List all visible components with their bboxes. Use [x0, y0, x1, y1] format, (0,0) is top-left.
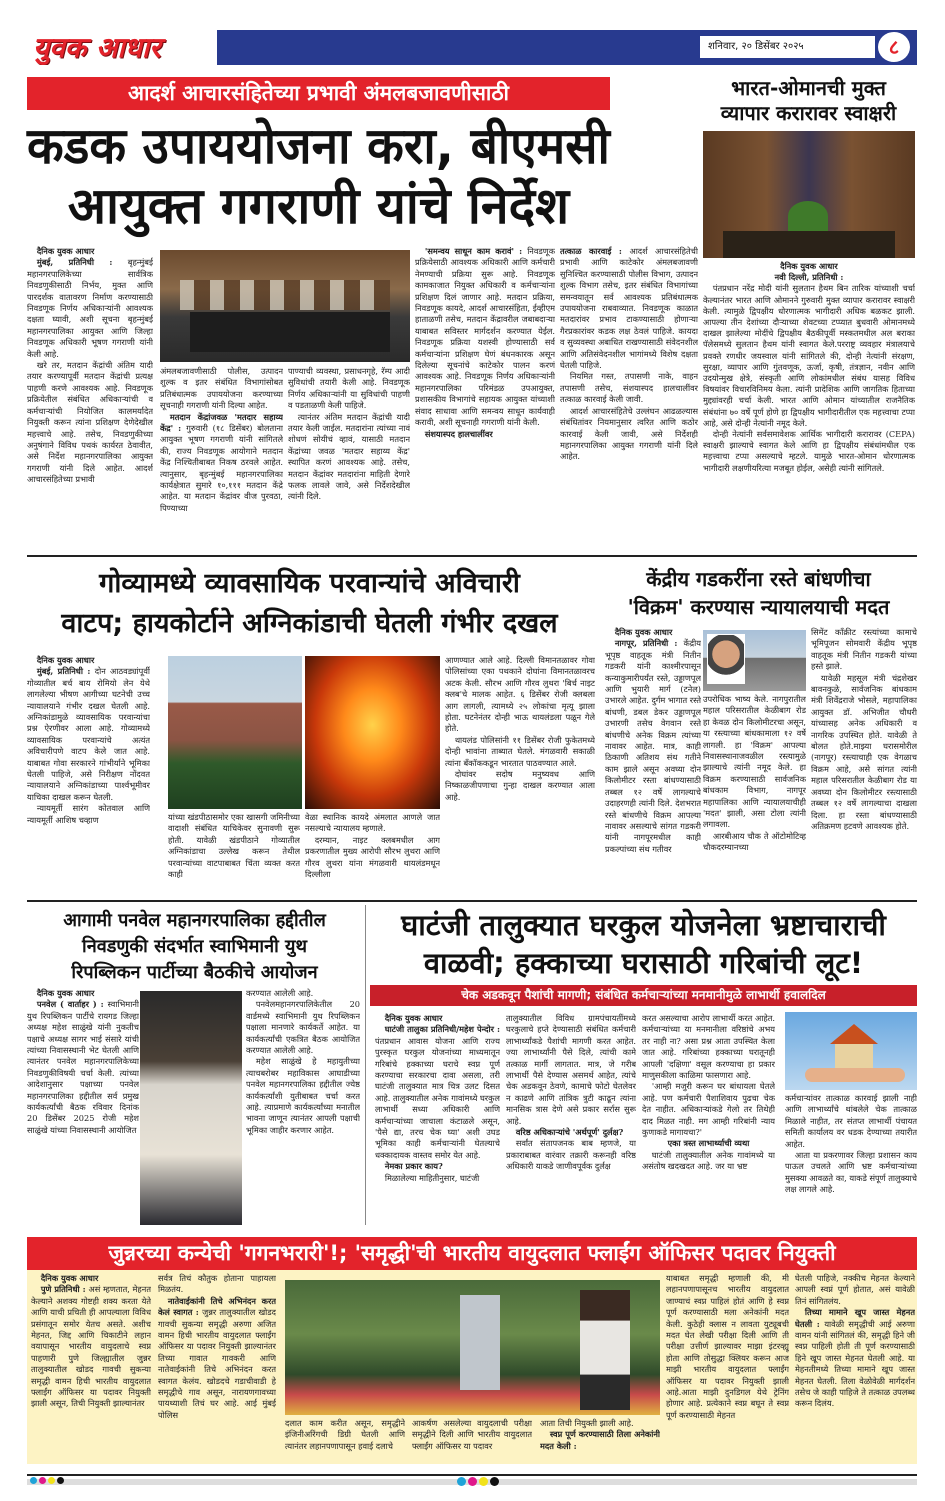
paragraph-lead: नागपूर, प्रतिनिधी : — [614, 638, 684, 649]
paragraph-text: आदर्श आचारसंहितेची प्रभावी आणि काटेकोर अंमलबजावणी सुनिश्चित करण्यासाठी पोलीस विभाग, उत्पादन शुल्क विभाग तसेच, इतर संबंधित विभागांच्या समन्वयातून सर्व आवश्यक प्रतिबंधात्मक उपाययोजना राबवाव्यात. निवडणूक काळात मतदारांवर प्रभाव टाकण्यासाठी होणाऱ्या गैरप्रकारांवर कडक लक्ष ठेवलं पाहिजे. कायदा व सुव्यवस्था अबाधित राखण्यासाठी संवेदनशील आणि अतिसंवेदनशील भागांमध्ये विशेष दक्षता घेतली पाहिजे. — [560, 246, 698, 371]
article-paragraph — [795, 1273, 915, 1307]
goa-headline-line-1: गोव्यामध्ये व्यावसायिक परवान्यांचे अविचारी — [99, 568, 520, 599]
paragraph-lead: घाटंजी तालुका प्रतिनिधी/महेश पेन्दोर : — [384, 1024, 500, 1035]
ghatanji-column — [642, 1013, 775, 1225]
paragraph-text: असं म्हणतात, मेहनत केल्याने अशक्य गोष्टही शक्य करता येते आणि याची प्रचिती ही आपल्याला विविध प्रसंगातून समोर येतच असते. अशीच मेहनत, जिद्द आणि चिकाटीने लहान वयापासून भारतीय वायुदलाचे स्वप्न पाहणारी पुणे जिल्ह्यातील जुन्नर तालुक्यातील खोडद गावची सुकन्या समृद्धी वामन हिची भारतीय वायुदलात फ्लाईंग ऑफिसर या पदावर नियुक्ती झाली असून, तिची नियुक्ती झाल्यानंतर — [31, 1284, 151, 1409]
paragraph-text: पनवेलमहानगरपालिकेतील 20 वार्डमध्ये स्वाभिमानी युथ रिपब्लिकन पक्षाला मानणारे कार्यकर्ते आहेत. या कार्यकर्त्यांची एकत्रित बैठक आयोजित करण्यात आलेली आहे. — [246, 999, 360, 1056]
black-dot-icon — [57, 1477, 64, 1484]
article-paragraph — [560, 406, 698, 463]
paragraph-lead: मुंबई, प्रतिनिधी : — [36, 666, 95, 677]
ghatanji-headline-line-2: वाळवी; हक्काच्या घरासाठी गरिबांची लूट! — [423, 946, 864, 980]
top-story-column — [160, 366, 283, 546]
cyan-dot-icon — [457, 1477, 466, 1486]
goa-column — [27, 655, 150, 891]
cyan-dot-icon — [30, 1477, 37, 1484]
black-dot-icon — [490, 1477, 499, 1486]
paragraph-text: करण्यात आलेली आहे. — [246, 988, 314, 998]
article-paragraph — [540, 1429, 660, 1452]
house-in-hand-photo — [785, 1012, 917, 1090]
paragraph-text: आकर्षण असलेल्या वायुदलाची परीक्षा समृद्धीने दिली आणि भारतीय वायुदलात फ्लाईंग ऑफिसर या पदावर — [412, 1418, 532, 1451]
paragraph-lead: स्वप्न पूर्ण करण्यासाठी तिला अनेकांनी मदत केली : — [540, 1429, 660, 1451]
article-paragraph — [811, 673, 917, 833]
paragraph-text: पंतप्रधान आवास योजना आणि राज्य पुरस्कृत घरकुल योजनांच्या माध्यमातून गरिबांचे हक्काच्या घराचे स्वप्न पूर्ण करण्याचा सरकारचा दावा असला, तरी घाटंजी तालुक्यात मात्र चित्र उलट दिसत आहे. तालुक्यातील अनेक गावांमध्ये घरकुल लाभार्थी सध्या अधिकारी आणि कर्मचाऱ्यांच्या जाचाला कंटाळले असून, 'पैसे द्या, तरच चेक घ्या' अशी उघड भूमिका काही कर्मचाऱ्यांनी घेतल्याचे धक्कादायक वास्तव समोर येत आहे. — [375, 1035, 500, 1160]
section-divider — [27, 555, 917, 557]
top-story-column — [415, 246, 555, 546]
junnar-column — [412, 1418, 532, 1464]
samruddhi-airforce-photo — [285, 1280, 660, 1415]
paragraph-lead: तिच्या मामाने खूप जास्त मेहनत घेतली : — [795, 1307, 915, 1329]
paragraph-text: दोन्ही नेत्यांनी सर्वसमावेशक आर्थिक भागीदारी करारावर (CEPA) स्वाक्षरी झाल्याचे स्वागत केले आणि हा द्विपक्षीय संबंधांमधील एक महत्त्वाचा टप्पा असल्याचे म्हटले. यामुळे भारत-ओमान धोरणात्मक भागीदारी लक्षणीयरित्या मजबूत होईल, असेही त्यांनी सांगितले. — [703, 429, 915, 473]
article-paragraph — [666, 1273, 789, 1421]
gadkari-column — [703, 694, 806, 891]
section-divider — [27, 900, 917, 902]
paragraph-text: दोघांवर सदोष मनुष्यवध आणि निष्काळजीपणाचा गुन्हा दाखल करण्यात आला आहे. — [445, 769, 595, 802]
article-paragraph — [642, 1138, 775, 1149]
paragraph-text: आदर्श आचारसंहितेचे उल्लंघन आढळल्यास संबंधितांवर नियमानुसार त्वरित आणि कठोर कारवाई केली जावी, असे निर्देशही महानगरपालिका आयुक्त गगराणी यांनी दिले आहेत. — [560, 405, 698, 462]
article-paragraph — [288, 366, 410, 412]
oman-article-text — [703, 261, 915, 546]
paragraph-lead: नातेवाईकांनी तिचे अभिनंदन करत केलं स्वागत : — [158, 1295, 276, 1318]
article-paragraph — [415, 429, 555, 440]
paragraph-text: आता तिची नियुक्ती झाली आहे. — [540, 1418, 634, 1428]
junnar-column — [285, 1418, 405, 1464]
paragraph-text: दरम्यान, नाइट क्लबमधील आग प्रकरणातील मुख्य आरोपी सौरभ लुथरा आणि गौरव लुथरा यांना मंगळवारी थायलंडमधून दिल्लीला — [305, 834, 440, 880]
paragraph-lead: वरिष्ठ अधिकाऱ्यांचे 'अर्थपूर्ण' दुर्लक्ष? — [515, 1127, 624, 1138]
magenta-dot-icon — [39, 1477, 46, 1484]
article-paragraph — [785, 1150, 917, 1196]
article-paragraph — [540, 1418, 660, 1429]
paragraph-text: करत असल्याचा आरोप लाभार्थी करत आहेत. कर्मचाऱ्यांच्या या मनमानीला वरिष्ठांचे अभय तर नाही ना? असा प्रश्न आता उपस्थित केला जात आहे. गरिबांच्या हक्काच्या घरातूनही आपली 'दक्षिणा' वसूल करण्याचा हा प्रकार माणुसकीला काळिमा फासणारा आहे. — [642, 1013, 775, 1081]
panvel-column — [27, 988, 139, 1225]
paragraph-lead: तत्काळ कारवाई : — [560, 246, 630, 256]
gadkari-headline-line-1: केंद्रीय गडकरींना रस्ते बांधणीचा — [646, 567, 871, 591]
paragraph-text: त्यानंतर अंतिम मतदान केंद्रांची यादी तयार केली जाईल. मतदारांना त्यांच्या नावं शोधणं सोयीचं व्हावं, यासाठी मतदान केंद्रांच्या जवळ 'मतदार सहाय्य केंद्र' स्थापित करणं आवश्यक आहे. तसेच, मतदान केंद्रांवर मतदारांना माहिती देणारे फलक लावले जावे, असे निर्देशदेखील त्यांनी दिले. — [288, 411, 410, 502]
article-paragraph — [785, 1093, 917, 1150]
panvel-headline-line-2: निवडणुकी संदर्भात स्वाभिमानी युथ — [82, 936, 307, 957]
article-paragraph — [560, 246, 698, 371]
party-leaders-photo — [140, 991, 242, 1225]
article-paragraph — [506, 1127, 636, 1138]
newspaper-logo — [27, 30, 217, 65]
column-divider — [365, 905, 366, 1225]
junnar-column — [666, 1273, 789, 1463]
paragraph-text: थायलंड पोलिसांनी ११ डिसेंबर रोजी फुकेतमध्ये दोन्ही भावांना ताब्यात घेतले. मंगळवारी सकाळी त्यांना बँकॉककडून भारतात पाठवण्यात आले. — [445, 734, 595, 768]
article-paragraph — [158, 1296, 276, 1421]
article-paragraph — [27, 360, 153, 485]
paragraph-text: दोन आठवड्यांपूर्वी गोव्यातील बर्च बाय रोमियो लेन येथे लागलेल्या भीषण आगीच्या घटनेची उच्च न्यायालयाने गंभीर दखल घेतली आहे. अग्निकांडामुळे व्यावसायिक परवान्यांचा प्रश्न ऐरणीवर आला आहे. गोव्यामध्ये व्यावसायिक परवान्यांचे अत्यंत अविचारीपणे वाटप केले जात आहे. याबाबत गोवा सरकारने गांभीर्याने भूमिका घेतली पाहिजे, असे निरीक्षण नोंदवत न्यायालयाने अग्निकांडाच्या पार्श्वभूमीवर याचिका दाखल करून घेतली. — [27, 666, 150, 802]
oman-headline-line-2: व्यापार करारावर स्वाक्षरी — [720, 101, 897, 125]
article-paragraph — [412, 1418, 532, 1452]
nightclub-fire-photo — [305, 656, 440, 809]
article-paragraph — [642, 1081, 775, 1138]
top-story-kicker: आदर्श आचारसंहितेच्या प्रभावी अंमलबजावणीसाठी — [27, 77, 610, 110]
article-paragraph — [375, 1173, 500, 1184]
article-paragraph — [27, 999, 139, 1136]
goa-column — [305, 812, 440, 892]
paragraph-text: खरे तर, मतदान केंद्रांची अंतिम यादी तयार करण्यापूर्वी मतदान केंद्रांची प्रत्यक्ष पाहणी करणे आवश्यक आहे. निवडणूक प्रक्रियेतील संबंधित अधिकाऱ्यांची व कर्मचाऱ्यांची नियोजित कालमर्यादेत नियुक्ती करून त्यांना प्रशिक्षण देणेदेखील महत्त्वाचे आहे. तसेच, निवडणुकीच्या अनुषंगाने विविध पथकं कार्यरत ठेवावीत, असे निर्देश महानगरपालिका आयुक्त गगराणी यांनी दिले आहेत. आदर्श आचारसंहितेच्या प्रभावी — [27, 360, 153, 485]
paragraph-text: अंमलबजावणीसाठी पोलीस, उत्पादन शुल्क व इतर संबंधित विभागांसोबत प्रतिबंधात्मक उपाययोजना करण्याच्या सूचनाही गगराणी यांनी दिल्या आहेत. — [160, 366, 283, 411]
paragraph-text: वेळा स्थानिक कायदे अंमलात आणले जात नसल्याचे न्यायालय म्हणाले. — [305, 812, 440, 834]
article-paragraph — [158, 1273, 276, 1296]
article-paragraph — [285, 1418, 405, 1452]
article-paragraph — [415, 246, 555, 429]
article-paragraph — [703, 694, 806, 831]
paragraph-lead: 'समन्वय साधून काम करावं' : — [424, 246, 528, 256]
top-story-column — [560, 246, 698, 546]
article-paragraph — [445, 735, 595, 769]
issue-date: शनिवार, २० डिसेंबर २०२५ — [700, 36, 875, 58]
paragraph-lead: संशयास्पद हालचालींवर — [424, 428, 493, 439]
paragraph-text: यावेळी महसूल मंत्री चंद्रशेखर बावनकुळे, सार्वजनिक बांधकाम मंत्री शिवेंद्रराजे भोसले, महापालिका आयुक्त डॉ. अभिजीत चौधरी यांच्यासह अनेक अधिकारी व नागरिक उपस्थित होते. यावेळी ते बोलत होते.माझ्या घरासमोरील (नागपूर) रस्त्याचाही एक वेगळाच विक्रम आहे, असे सांगत त्यांनी महाल परिसरातील केळीबाग रोड या अवघ्या दोन किलोमीटर रस्त्यासाठी तब्बल १२ वर्षे लागल्याचा दाखला दिला. हा रस्ता बांधण्यासाठी अतिक्रमण हटवणे आवश्यक होते. — [811, 672, 917, 831]
article-paragraph — [246, 1056, 360, 1136]
paragraph-text: कर्मचाऱ्यांवर तात्काळ कारवाई झाली नाही आणि लाभार्थ्यांचे थांबलेले चेक तात्काळ मिळाले नाहीत, तर संतप्त लाभार्थी पंचायत समिती कार्यालय वर धडक देण्याच्या तयारीत आहेत. — [785, 1093, 917, 1149]
ghatanji-subheadline: चेक अडकवून पैशांची मागणी; संबंधित कर्मचाऱ्यांच्या मनमानीमुळे लाभार्थी हवालदिल — [370, 985, 917, 1006]
paragraph-lead: पनवेल ( वार्ताहर ) : — [36, 999, 108, 1010]
article-paragraph — [305, 835, 440, 881]
registration-marks — [457, 1477, 499, 1486]
article-paragraph — [305, 812, 440, 835]
paragraph-text: घाटंजी तालुक्यातील अनेक गावांमध्ये या असंतोष खदखदत आहे. जर या भ्रष्ट — [642, 1149, 775, 1172]
article-paragraph — [703, 261, 915, 272]
aircraft-model — [460, 1295, 500, 1390]
paragraph-text: 'आम्ही मजुरी करून घर बांधायला घेतले आहे. पण कर्मचारी पैशाशिवाय पुढचा चेक देत नाहीत. अधिकाऱ्यांकडे गेलो तर तिथेही दाद मिळत नाही. मग आम्ही गरिबांनी न्याय कुणाकडे मागायचा?' — [642, 1081, 775, 1138]
paragraph-text: याबाबत समृद्धी म्हणाली की, मी लहानपणापासूनच भारतीय वायुदलात जाण्याचं स्वप्न पाहिलं होतं आणि हे स्वप्न पूर्ण करण्यासाठी मला अनेकांनी मदत केली. कुठेही क्लास न लावता युट्यूबची मदत घेत लेखी परीक्षा दिली आणि ती परीक्षा उत्तीर्ण झाल्यावर माझा इंटरव्ह्यू होता आणि तोसुद्धा क्लियर करून आज माझी भारतीय वायुदलात फ्लाईंग ऑफिसर या पदावर नियुक्ती झाली आहे.आता माझी दुनडिगल येथे ट्रेनिंग होणार आहे. प्रत्येकाने स्वप्न बघून ते स्वप्न पूर्ण करण्यासाठी मेहनत — [666, 1273, 789, 1420]
article-paragraph — [27, 803, 150, 826]
panvel-headline-line-3: रिपब्लिकन पार्टीच्या बैठकीचे आयोजन — [71, 962, 318, 983]
article-paragraph — [506, 1013, 636, 1127]
paragraph-text: दलात काम करीत असून, समृद्धीने इंजिनीअरिंगची डिग्री घेतली आणि त्यानंतर लहानपणापासून हवाई दलाचे — [285, 1418, 405, 1451]
high-court-photo — [168, 656, 302, 809]
gadkari-column — [811, 627, 917, 891]
india-oman-signing-photo — [703, 131, 915, 258]
registration-marks-left — [30, 1477, 64, 1484]
article-paragraph — [445, 655, 595, 735]
paragraph-text: महेश साळुंखे हे महायुतीच्या त्याचबरोबर महाविकास आघाडीच्या पनवेल महानगरपालिका हद्दीतील ज्येष्ठ कार्यकर्त्यांशी युतीबाबत चर्चा करत आहे. त्याप्रमाणे कार्यकर्त्यांच्या मनातील भावना जाणून त्यानंतर आपली पक्षाची भूमिका जाहीर करणार आहेत. — [246, 1056, 360, 1135]
paragraph-text: सिमेंट काँक्रीट रस्त्यांच्या कामाचे भूमिपूजन सोमवारी केंद्रीय भूपृष्ठ वाहतूक मंत्री नितीन गडकरी यांच्या हस्ते झाले. — [811, 627, 917, 672]
article-paragraph — [605, 638, 701, 855]
ghatanji-headline-line-1: घाटंजी तालुक्यात घरकुल योजनेला भ्रष्टाचाराची — [401, 908, 886, 942]
page-number: ८ — [878, 32, 910, 62]
paragraph-lead: मतदान केंद्रांजवळ 'मतदार सहाय्य केंद्र' : — [160, 411, 283, 434]
article-paragraph — [246, 988, 360, 999]
article-paragraph — [703, 283, 915, 429]
article-paragraph: दैनिक युवक आधार — [36, 246, 95, 256]
gadkari-column — [605, 627, 701, 891]
ghatanji-column — [375, 1013, 500, 1225]
footer-rule — [27, 1474, 917, 1476]
article-paragraph — [246, 999, 360, 1056]
paragraph-text: नियमित गस्त, तपासणी नाके, वाहन तपासणी तसेच, संशयास्पद हालचालींवर तत्काळ कारवाई केली जावी. — [560, 371, 698, 405]
oman-headline-line-1: भारत-ओमानची मुक्त — [731, 76, 886, 100]
paragraph-lead: पुणे प्रतिनिधी : — [40, 1284, 89, 1295]
paragraph-text: सर्वत्र तिचं कौतुक होताना पाहायला मिळतंय. — [158, 1273, 276, 1295]
paragraph-lead: नेमका प्रकार काय? — [384, 1161, 443, 1172]
top-story-column — [288, 366, 410, 546]
gadkari-road-photo — [703, 630, 806, 691]
paragraph-text: नवी दिल्ली, प्रतिनिधी : — [774, 272, 844, 283]
ghatanji-column — [506, 1013, 636, 1225]
paragraph-text: दैनिक युवक आधार — [780, 261, 838, 271]
paragraph-text: एका त्रस्त लाभार्थ्याची व्यथा — [667, 1138, 750, 1149]
magenta-dot-icon — [468, 1477, 477, 1486]
article-paragraph — [703, 272, 915, 283]
article-paragraph: दैनिक युवक आधार — [40, 1273, 99, 1283]
article-paragraph — [703, 429, 915, 474]
article-paragraph — [506, 1138, 636, 1172]
article-paragraph — [642, 1013, 775, 1081]
yellow-dot-icon — [479, 1477, 488, 1486]
article-paragraph — [375, 1024, 500, 1161]
junnar-headline: जुन्नरच्या कन्येची 'गगनभरारी'!; 'समृद्धी'ची भारतीय वायुदलात फ्लाईंग ऑफिसर पदावर नियुक्ती — [27, 1237, 917, 1270]
article-paragraph — [642, 1150, 775, 1173]
paragraph-text: मिळालेल्या माहितीनुसार, घाटंजी — [384, 1172, 480, 1183]
article-paragraph: दैनिक युवक आधार — [36, 988, 95, 998]
paragraph-text: तालुक्यातील विविध ग्रामपंचायतींमध्ये घरकुलाचे हप्ते देण्यासाठी संबंधित कर्मचारी लाभार्थ्यांकडे पैशांची मागणी करत आहेत. ज्या लाभार्थ्यांनी पैसे दिले, त्यांची कामे तत्काळ मार्गी लागतात. मात्र, जे गरीब लाभार्थी पैसे देण्यास असमर्थ आहेत, त्यांचे चेक अडकवून ठेवणे, कामाचे फोटो घेतलेवर न काढणे आणि तांत्रिक त्रुटी काढून त्यांना मानसिक त्रास देणे असे प्रकार सर्रास सुरू आहे. — [506, 1013, 636, 1126]
top-story-headline-line-2: आयुक्त गगराणी यांचे निर्देश — [67, 177, 570, 235]
meeting-photo — [160, 250, 410, 362]
paragraph-text: पाण्याची व्यवस्था, प्रसाधनगृहे, रॅम्प आदी सुविधांची तयारी केली आहे. निवडणूक निर्णय अधिकाऱ्यांनी या सुविधांची पाहणी व पडताळणी केली पाहिजे. — [288, 366, 410, 411]
paragraph-text: यावेळी समृद्धीची आई अरुणा वामन यांनी सांगितलं की, समृद्धी हिने जी स्वप्न पाहिली होती ती पूर्ण करण्यासाठी हिने खूप जास्त मेहनत घेतली आहे. या मेहनतीमध्ये तिच्या मामाने खूप जास्त मेहनत घेतली. तिला वेळोवेळी मार्गदर्शन तसेच जे काही पाहिजे ते तत्काळ उपलब्ध करून दिलंय. — [795, 1318, 915, 1409]
article-paragraph: दैनिक युवक आधार — [384, 1013, 443, 1023]
article-paragraph: दैनिक युवक आधार — [614, 627, 673, 637]
paragraph-text: निवडणूक प्रक्रियेसाठी आवश्यक अधिकारी आणि कर्मचारी नेमण्याची प्रक्रिया सुरू आहे. निवडणूक कामकाजात नियुक्त अधिकारी व कर्मचाऱ्यांना प्रशिक्षण दिलं जाणार आहे. मतदान प्रक्रिया, निवडणूक कायदे, आदर्श आचारसंहिता, ईव्हीएम हाताळणी तसेच, मतदान केंद्रावरील जबाबदाऱ्या याबाबत सविस्तर मार्गदर्शन करण्यात येईल. निवडणूक प्रक्रिया यशस्वी होण्यासाठी सर्व कर्मचाऱ्यांना प्रशिक्षण घेणं बंधनकारक असून दिलेल्या सूचनांचे काटेकोर पालन करणं आवश्यक आहे. निवडणूक निर्णय अधिकाऱ्यांनी महानगरपालिका परिमंडळ उपआयुक्त, प्रशासकीय विभागांचे सहायक आयुक्त यांच्याशी संवाद साधावा आणि समन्वय साधून कार्यवाही करावी, अशी सूचनाही गगराणी यांनी केली. — [415, 246, 555, 428]
article-paragraph — [375, 1161, 500, 1172]
paragraph-text: न्यायमूर्ती सारंग कोतवाल आणि न्यायमूर्ती आशिष चव्हाण — [27, 803, 150, 825]
gadkari-headline-line-2: 'विक्रम' करण्यास न्यायालयाची मदत — [627, 595, 890, 619]
logo-text: युवक आधार — [33, 31, 161, 64]
paragraph-text: स्वाभिमानी युथ रिपब्लिकन पार्टीचे रायगड जिल्हा अध्यक्ष महेश साळुंखे यांनी नुकतीच पक्षाचे अध्यक्ष सागर भाई संसारे यांची त्यांच्या निवासस्थानी भेट घेतली आणि त्यानंतर पनवेल महानगरपालिकेच्या निवडणुकीविषयी चर्चा केली. त्यांच्या आदेशानुसार पक्षाच्या पनवेल महानगरपालिका हद्दीतील सर्व प्रमुख कार्यकर्त्यांची बैठक रविवार दिनांक 20 डिसेंबर 2025 रोजी महेश साळुंखे यांच्या निवासस्थानी आयोजित — [27, 999, 139, 1135]
paragraph-text: उपरोधिक भाष्य केले. नागपुरातील महाल परिसरातील केळीबाग रोड हा केवळ दोन किलोमीटरचा असून, या रस्त्याच्या बांधकामाला १२ वर्षे लागली. हा 'विक्रम' आपल्या निवासस्थानाजवळील रस्त्यामुळे झाल्याचे त्यांनी नमूद केले. हा विक्रम करण्यासाठी सार्वजनिक बांधकाम विभाग, नागपूर महापालिका आणि न्यायालयाचीही 'मदत' झाली, असा टोला त्यांनी लगावला. — [703, 694, 806, 830]
paragraph-text: पंतप्रधान नरेंद्र मोदी यांनी सुलतान हैथम बिन तारिक यांच्याशी चर्चा केल्यानंतर भारत आणि ओमानने गुरुवारी मुक्त व्यापार करारावर स्वाक्षरी केली. त्यामुळे द्विपक्षीय धोरणात्मक भागीदारी अधिक बळकट झाली. आपल्या तीन देशांच्या दौऱ्याच्या शेवटच्या टप्प्यात बुधवारी ओमानमध्ये दाखल झालेल्या मोदींचे द्विपक्षीय बैठकीपूर्वी मस्कतमधील अल बराका पॅलेसमध्ये सुलतान हैथम यांनी स्वागत केले.परराष्ट्र व्यवहार मंत्रालयाचे प्रवक्ते रणधीर जयस्वाल यांनी सांगितले की, दोन्ही नेत्यांनी संरक्षण, सुरक्षा, व्यापार आणि गुंतवणूक, ऊर्जा, कृषी, तंत्रज्ञान, नवीन आणि उदयोन्मुख क्षेत्रे, संस्कृती आणि लोकांमधील संबंध यासह विविध विषयांवर विचारविनिमय केला. त्यांनी प्रादेशिक आणि जागतिक हिताच्या मुद्द्यांवरही चर्चा केली. भारत आणि ओमान यांच्यातील राजनैतिक संबंधांना ७० वर्षे पूर्ण होणे हा द्विपक्षीय भागीदारीतील एक महत्त्वाचा टप्पा आहे, असे दोन्ही नेत्यांनी नमूद केले. — [703, 283, 915, 428]
article-paragraph — [27, 666, 150, 803]
article-paragraph — [160, 412, 283, 515]
article-paragraph — [27, 257, 153, 360]
goa-column — [168, 812, 300, 892]
panvel-headline-line-1: आगामी पनवेल महानगरपालिका हद्दीतील — [63, 910, 326, 931]
paragraph-text: जुन्नर तालुक्यातील खोडद गावची सुकन्या समृद्धी अरुणा अजित वामन हिची भारतीय वायुदलात फ्लाईंग ऑफिसर या पदावर नियुक्ती झाल्यानंतर तिच्या गावात गावकरी आणि नातेवाईकांनी तिचे अभिनंदन करत स्वागत केलंय. खोडदचे गडाचीवाडी हे समृद्धीचे गाव असून, नारायणगावच्या पायथ्याशी तिचं घर आहे. आई मुंबई पोलिस — [158, 1307, 276, 1420]
goa-headline-line-2: वाटप; हायकोर्टाने अग्निकांडाची घेतली गंभीर दखल — [61, 608, 558, 639]
paragraph-text: आणण्यात आले आहे. दिल्ली विमानतळावर गोवा पोलिसांच्या एका पथकाने दोघांना विमानतळावरच अटक केली. सौरभ आणि गौरव लुथरा 'बिर्च नाइट क्लब'चे मालक आहेत. ६ डिसेंबर रोजी क्लबला आग लागली, त्यामध्ये २५ लोकांचा मृत्यू झाला होता. घटनेनंतर दोन्ही भाऊ थायलंडला पळून गेले होते. — [445, 655, 595, 734]
article-paragraph — [31, 1284, 151, 1409]
paragraph-text: बृहन्मुंबई महानगरपालिकेच्या सार्वत्रिक निवडणुकीसाठी निर्भय, मुक्त आणि पारदर्शक वातावरण निर्माण करण्यासाठी निवडणूक निर्णय अधिकाऱ्यांनी आवश्यक दक्षता घ्यावी, अशी सूचना बृहन्मुंबई महानगरपालिका आयुक्त आणि जिल्हा निवडणूक अधिकारी भूषण गगराणी यांनी केली आहे. — [27, 257, 153, 359]
ghatanji-column — [785, 1093, 917, 1225]
paragraph-text: आता या प्रकरणावर जिल्हा प्रशासन काय पाऊल उचलते आणि भ्रष्ट कर्मचाऱ्यांच्या मुसक्या आवळते का, याकडे संपूर्ण तालुक्याचे लक्ष लागले आहे. — [785, 1150, 917, 1195]
article-paragraph — [560, 371, 698, 405]
top-story-column — [27, 246, 153, 546]
article-paragraph — [168, 812, 300, 880]
article-paragraph — [795, 1307, 915, 1410]
paragraph-lead: मुंबई, प्रतिनिधी : — [36, 257, 128, 268]
goa-column — [445, 655, 595, 891]
junnar-column — [158, 1273, 276, 1463]
article-paragraph — [160, 366, 283, 412]
article-paragraph — [703, 831, 806, 854]
samruddhi-portrait — [580, 1290, 630, 1410]
paragraph-text: घेतली पाहिजे, नक्कीच मेहनत केल्याने आपली स्वप्नं पूर्ण होतात, असं यावेळी तिनं सांगितलंय. — [795, 1273, 915, 1306]
article-paragraph — [288, 412, 410, 503]
paragraph-text: केंद्रीय भूपृष्ठ वाहतूक मंत्री नितीन गडकरी यांनी काश्मीरपासून कन्याकुमारीपर्यंत रस्ते, उड्डाणपूल आणि भुयारी मार्ग (टनेल) उभारले आहेत. दुर्गम भागात रस्ते बांधणी, डबल डेकर उड्डाणपूल उभारणी तसेच वेगवान रस्ते बांधणीचे अनेक विक्रम त्यांच्या नावावर आहेत. मात्र, काही ठिकाणी अतिशय संथ गतीने काम झाले असून अवघ्या दोन किलोमीटर रस्ता बांधण्यासाठी तब्बल १२ वर्षे लागल्याचे उदाहरणही त्यांनी दिले. देशभरात रस्ते बांधणीचे विक्रम आपल्या नावावर असल्याचे सांगत गडकरी यांनी नागपूरमधील काही प्रकल्पांच्या संथ गतीवर — [605, 638, 701, 854]
article-paragraph — [811, 627, 917, 673]
paragraph-text: आरबीआय चौक ते ऑटोमोटिव्ह चौकदरम्यानच्या — [703, 830, 806, 853]
panvel-column — [246, 988, 360, 1225]
article-paragraph: दैनिक युवक आधार — [36, 655, 95, 665]
article-paragraph — [445, 769, 595, 803]
junnar-column — [795, 1273, 915, 1463]
paragraph-text: यांच्या खंडपीठासमोर एका खासगी जमिनीच्या वादाशी संबंधित याचिकेवर सुनावणी सुरू होती. यावेळी खंडपीठाने गोव्यातील अग्निकांडाचा उल्लेख करून तेथील परवान्यांच्या वाटपाबाबत चिंता व्यक्त करत काही — [168, 812, 300, 880]
junnar-column — [540, 1418, 660, 1464]
paragraph-text: सर्वांत संतापजनक बाब म्हणजे, या प्रकाराबाबत वारंवार तक्रारी करूनही वरिष्ठ अधिकारी याकडे जाणीवपूर्वक दुर्लक्ष — [506, 1138, 636, 1172]
top-story-headline-line-1: कडक उपाययोजना करा, बीएमसी — [27, 117, 610, 175]
junnar-column — [31, 1273, 151, 1463]
paragraph-text: गुरुवारी (१८ डिसेंबर) बोलताना आयुक्त भूषण गगराणी यांनी सांगितले की, राज्य निवडणूक आयोगाने मतदान केंद्र निश्चितीबाबत निकष ठरवले आहेत. त्यानुसार, बृहन्मुंबई महानगरपालिका कार्यक्षेत्रात सुमारे १०,१११ मतदान केंद्रे आहेत. या मतदान केंद्रांवर वीज पुरवठा, पिण्याच्या — [160, 423, 283, 513]
yellow-dot-icon — [48, 1477, 55, 1484]
